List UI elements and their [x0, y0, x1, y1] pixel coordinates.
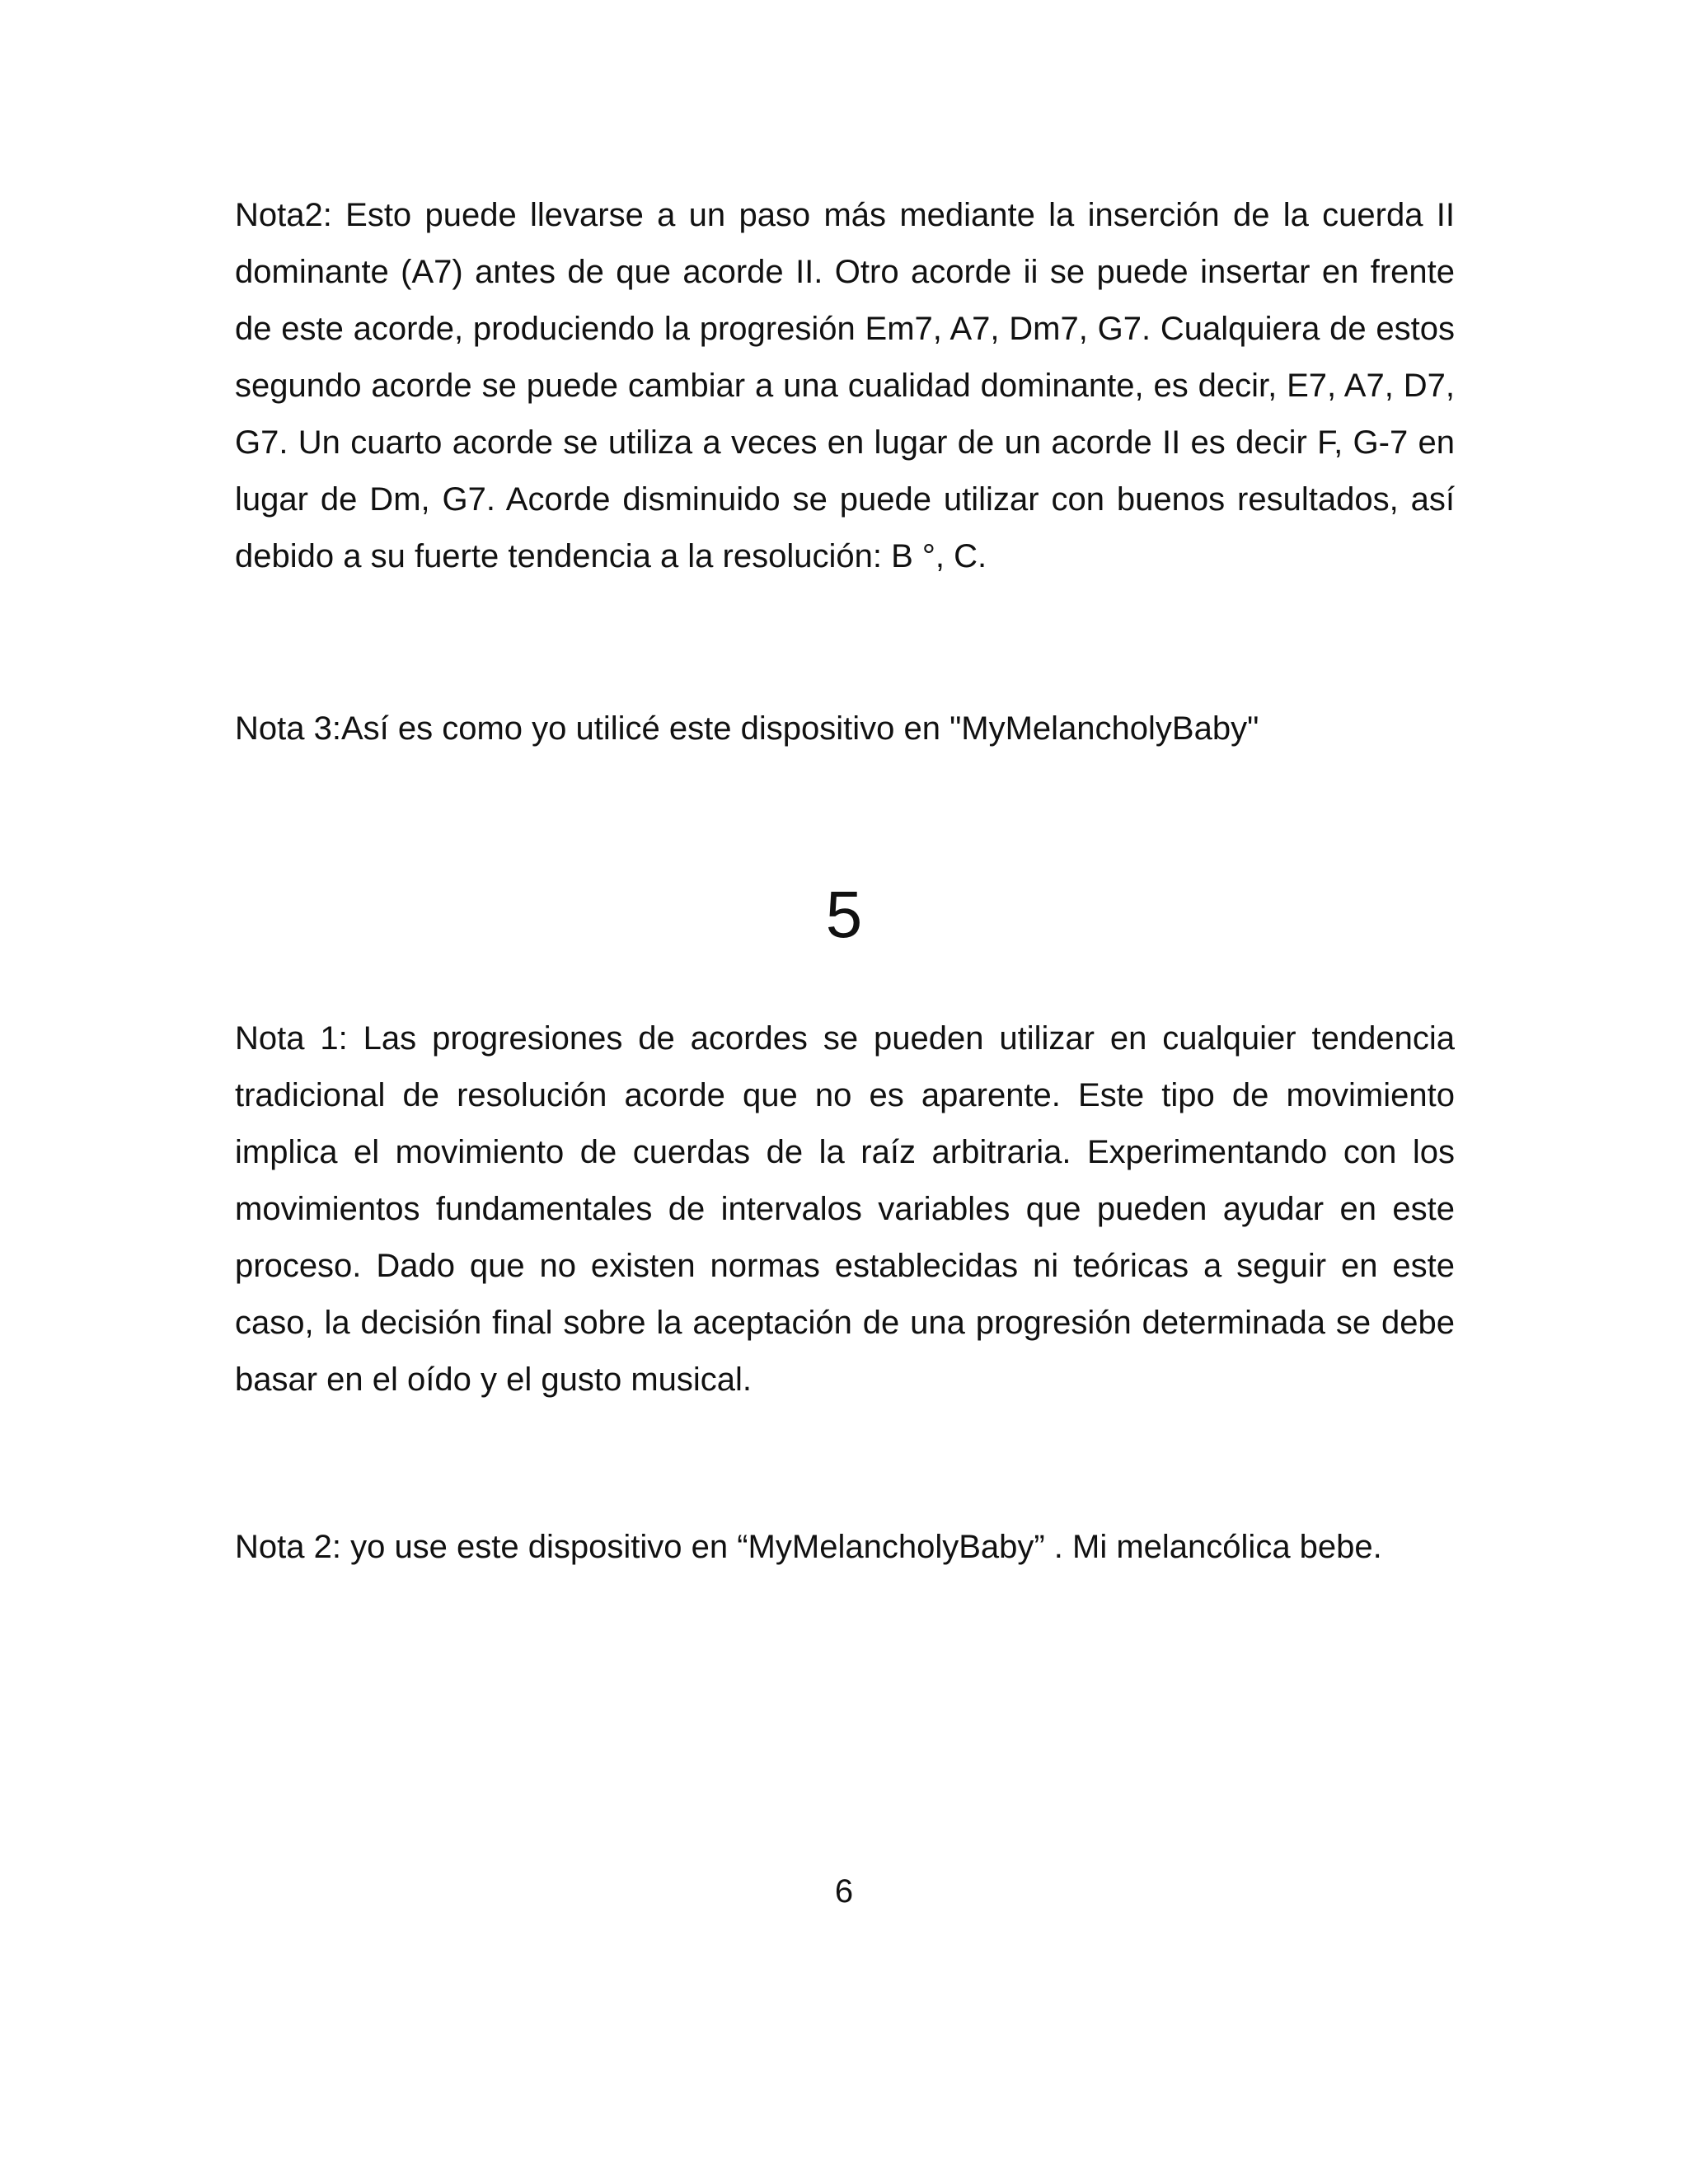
note-2-paragraph: Nota2: Esto puede llevarse a un paso más mediante la inserción de la cuerda II dominante (A7) antes de que acorde II. Otro acorde ii se puede insertar en frente de este acorde, produciendo la progresión Em7, A7, Dm7, G7. Cualquiera de estos segundo acorde se puede cambiar a una cualidad dominante, es decir, E7, A7, D7, G7. Un cuarto acorde se utiliza a veces en lugar de un acorde II es decir F, G-7 en lugar de Dm, G7. Acorde disminuido se puede utilizar con buenos resultados, así debido a su fuerte tendencia a la resolución: B °, C.: [235, 197, 1455, 574]
page-number: 6: [834, 1873, 854, 1910]
note-3-paragraph: Nota 3:Así es como yo utilicé este dispositivo en "MyMelancholyBaby": [235, 710, 1259, 747]
note-1-paragraph: Nota 1: Las progresiones de acordes se pueden utilizar en cualquier tendencia tradicional de resolución acorde que no es aparente. Este tipo de movimiento implica el movimiento de cuerdas de la raíz arbitraria. Experimentando con los movimientos fundamentales de intervalos variables que pueden ayudar en este proceso. Dado que no existen normas establecidas ni teóricas a seguir en este caso, la decisión final sobre la aceptación de una progresión determinada se debe basar en el oído y el gusto musical.: [235, 1020, 1455, 1398]
note-2-second-paragraph: Nota 2: yo use este dispositivo en “MyMelancholyBaby” . Mi melancólica bebe.: [235, 1529, 1382, 1565]
section-number: 5: [825, 878, 863, 951]
